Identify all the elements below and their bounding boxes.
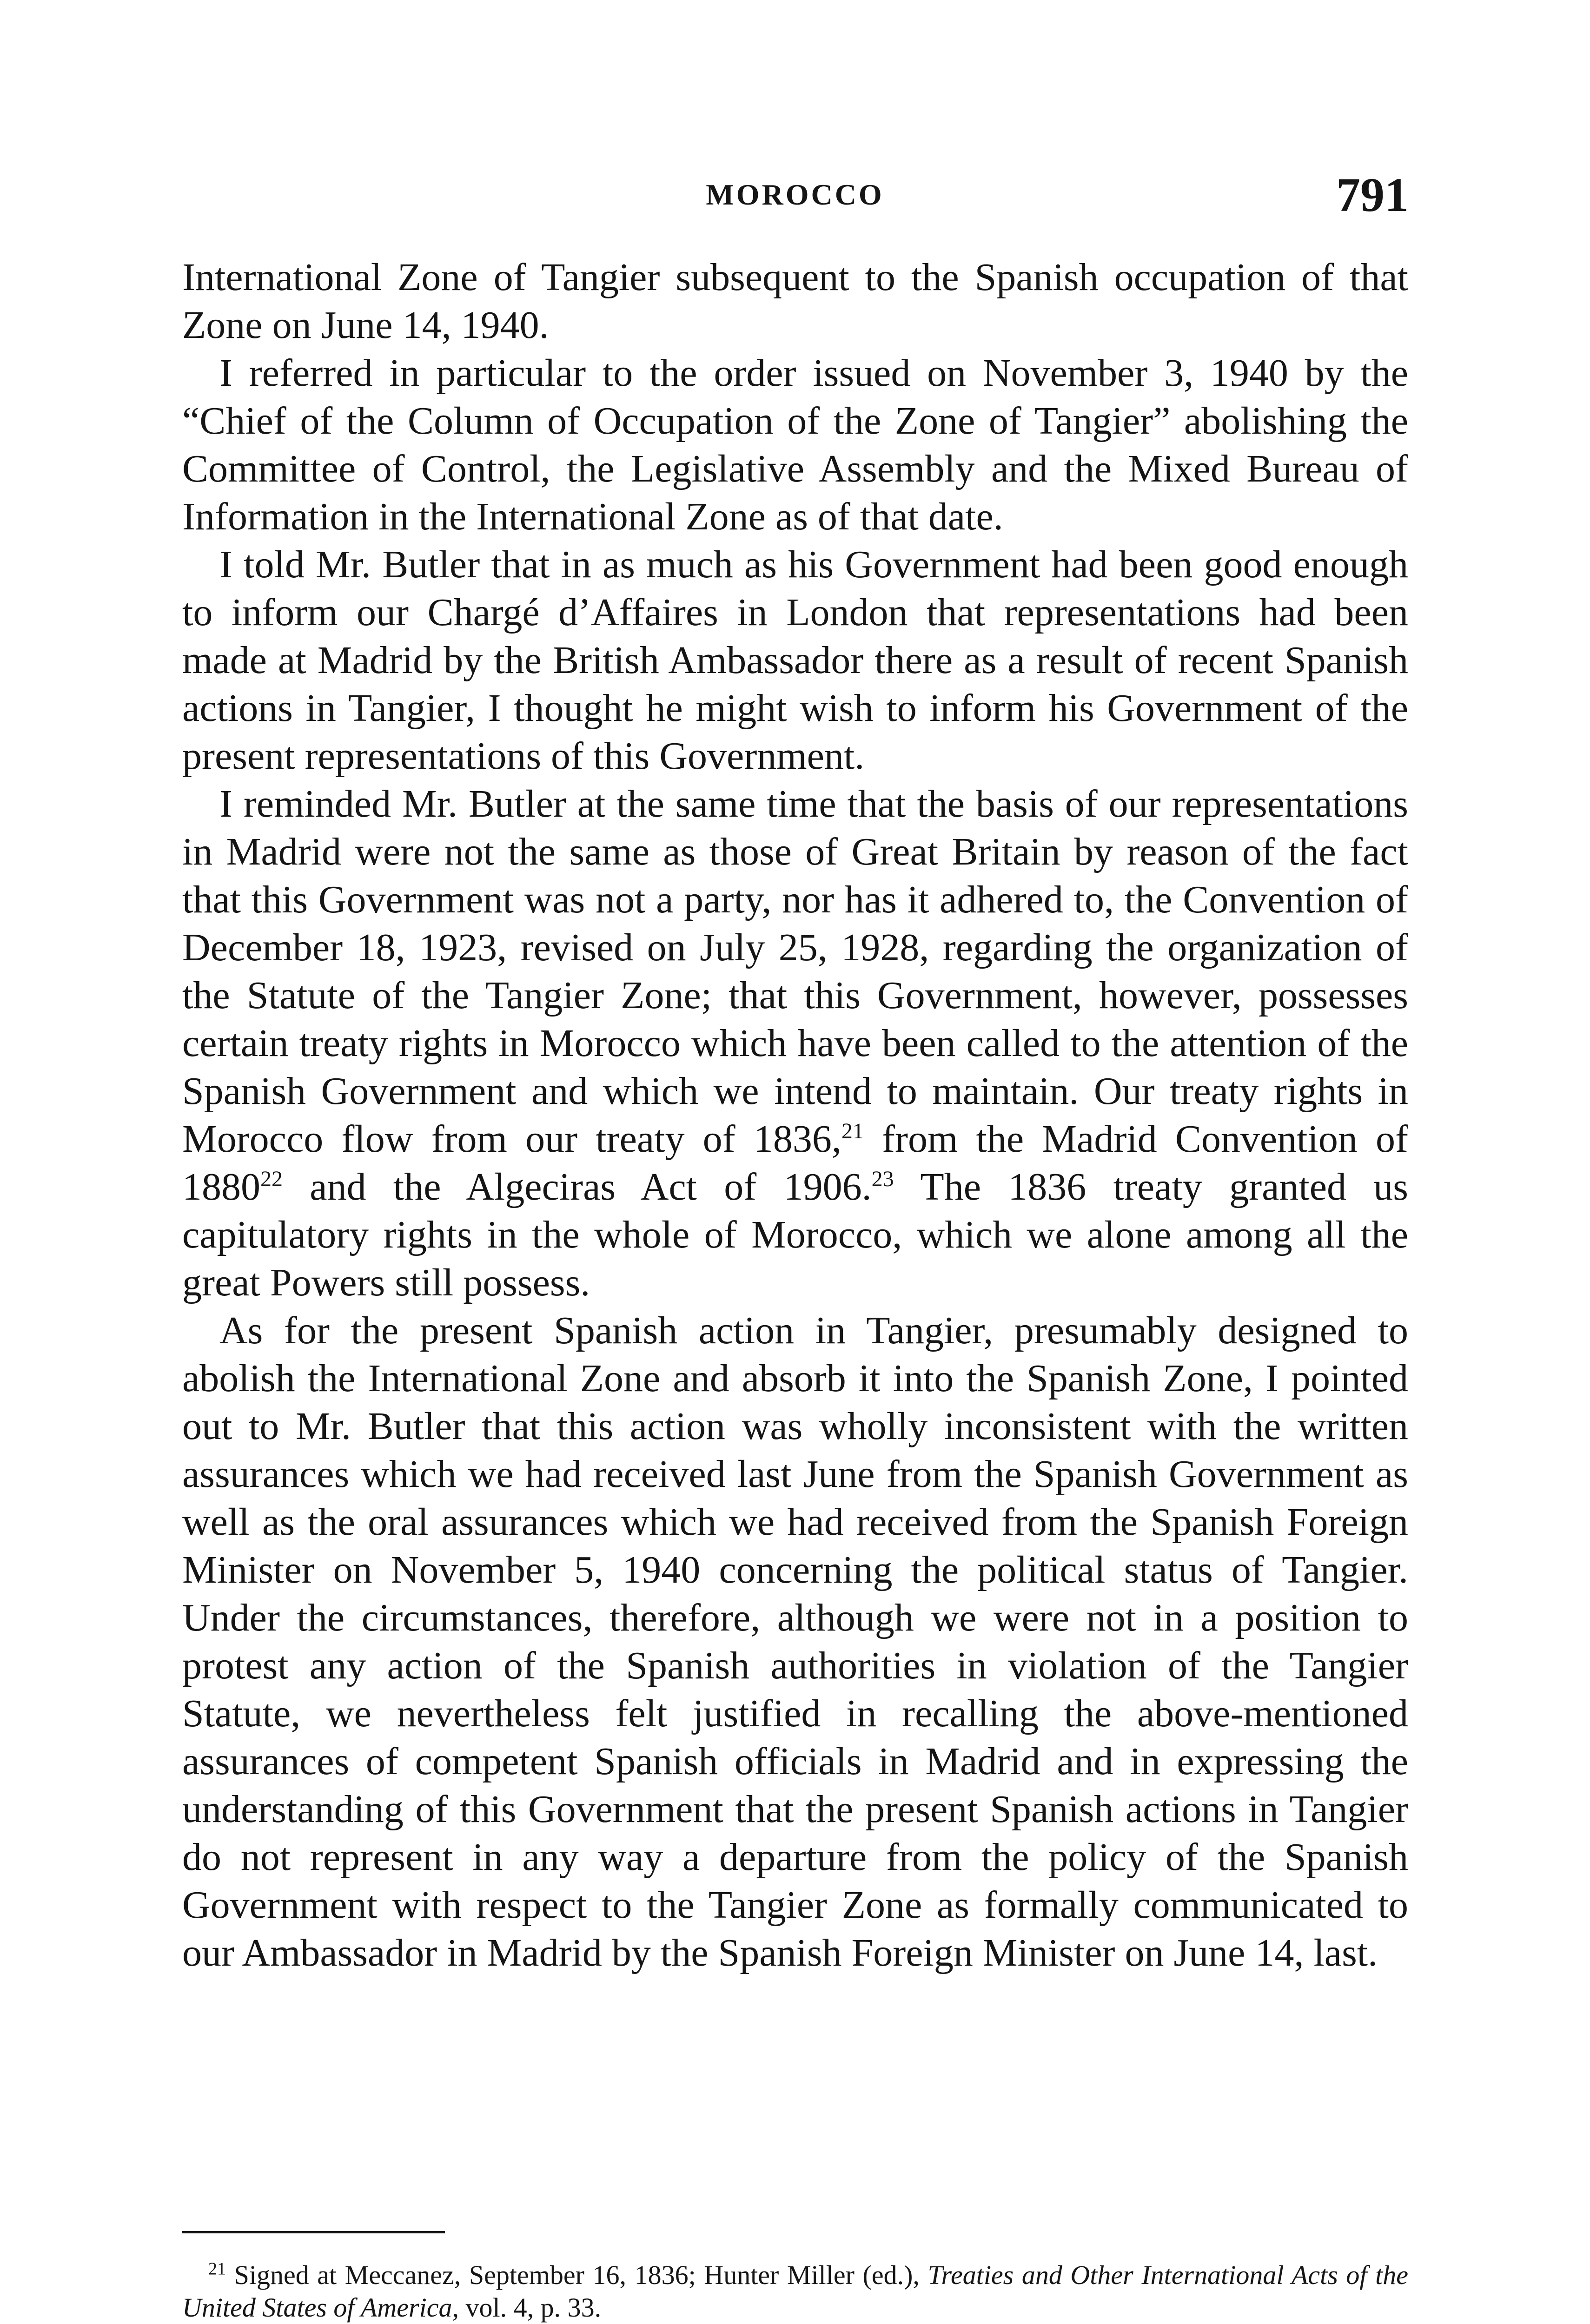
footnote-ref-23: 23: [871, 1167, 894, 1191]
footnote-mark: 21: [208, 2259, 226, 2279]
footnote-text: , vol. 4, p. 33.: [452, 2292, 602, 2323]
body-text: [182, 253, 1408, 1977]
running-title: MOROCCO: [706, 178, 884, 211]
paragraph-1: International Zone of Tangier subsequent to the Spanish occupation of that Zone on June 14, 1940.: [182, 256, 1408, 347]
footnote-21: [182, 2259, 1408, 2324]
paragraph-4-text-b: from the Madrid Convention of 1880: [182, 1117, 1408, 1208]
footnote-text: Signed at Meccanez, September 16, 1836; Hunter Miller (ed.),: [234, 2260, 928, 2290]
paragraph-4-text-d: The 1836 treaty granted us capitulatory rights in the whole of Morocco, which we alone among all the great Powers still possess.: [182, 1165, 1408, 1304]
paragraph-4-text-c: and the Algeciras Act of 1906.: [283, 1165, 872, 1208]
paragraph-5: As for the present Spanish action in Tangier, presumably designed to abolish the International Zone and absorb it into the Spanish Zone, I pointed out to Mr. Butler that this action was wholly inconsistent with the written assurances which we had received last June from the Spanish Government as well as the oral assurances which we had received from the Spanish Foreign Minister on November 5, 1940 concerning the political status of Tangier. Under the circumstances, therefore, although we were not in a position to protest any action of the Spanish authorities in violation of the Tangier Statute, we nevertheless felt justified in recalling the above-mentioned assurances of competent Spanish officials in Madrid and in expressing the understanding of this Government that the present Spanish actions in Tangier do not represent in any way a departure from the policy of the Spanish Government with respect to the Tangier Zone as formally communicated to our Ambassador in Madrid by the Spanish Foreign Minister on June 14, last.: [182, 1309, 1408, 1974]
footnote-ref-21: 21: [841, 1119, 864, 1143]
footnotes: [182, 2259, 1408, 2324]
running-head: [0, 167, 1590, 223]
paragraph-4: [182, 780, 1408, 1307]
paragraph-2: I referred in particular to the order issued on November 3, 1940 by the “Chief of the Column of Occupation of the Zone of Tangier” abolishing the Committee of Control, the Legislative Assembly and the Mixed Bureau of Information in the International Zone as of that date.: [182, 351, 1408, 538]
paragraph-4-text-a: I reminded Mr. Butler at the same time that the basis of our representations in Madrid were not the same as those of Great Britain by reason of the fact that this Government was not a party, nor has it adhered to, the Convention of December 18, 1923, revised on July 25, 1928, regarding the organization of the Statute of the Tangier Zone; that this Government, however, possesses certain treaty rights in Morocco which have been called to the attention of the Spanish Government and which we intend to maintain. Our treaty rights in Morocco flow from our treaty of 1836,: [182, 782, 1408, 1161]
paragraph-3: I told Mr. Butler that in as much as his Government had been good enough to inform our Chargé d’Affaires in London that representations had been made at Madrid by the British Ambassador there as a result of recent Spanish actions in Tangier, I thought he might wish to inform his Government of the present representations of this Government.: [182, 543, 1408, 778]
footnote-italic: Treaties and Other International Acts of the United States of America: [182, 2260, 1408, 2323]
footnote-ref-22: 22: [260, 1167, 283, 1191]
footnote-rule: [182, 2231, 445, 2233]
page-number: 791: [1336, 168, 1409, 222]
